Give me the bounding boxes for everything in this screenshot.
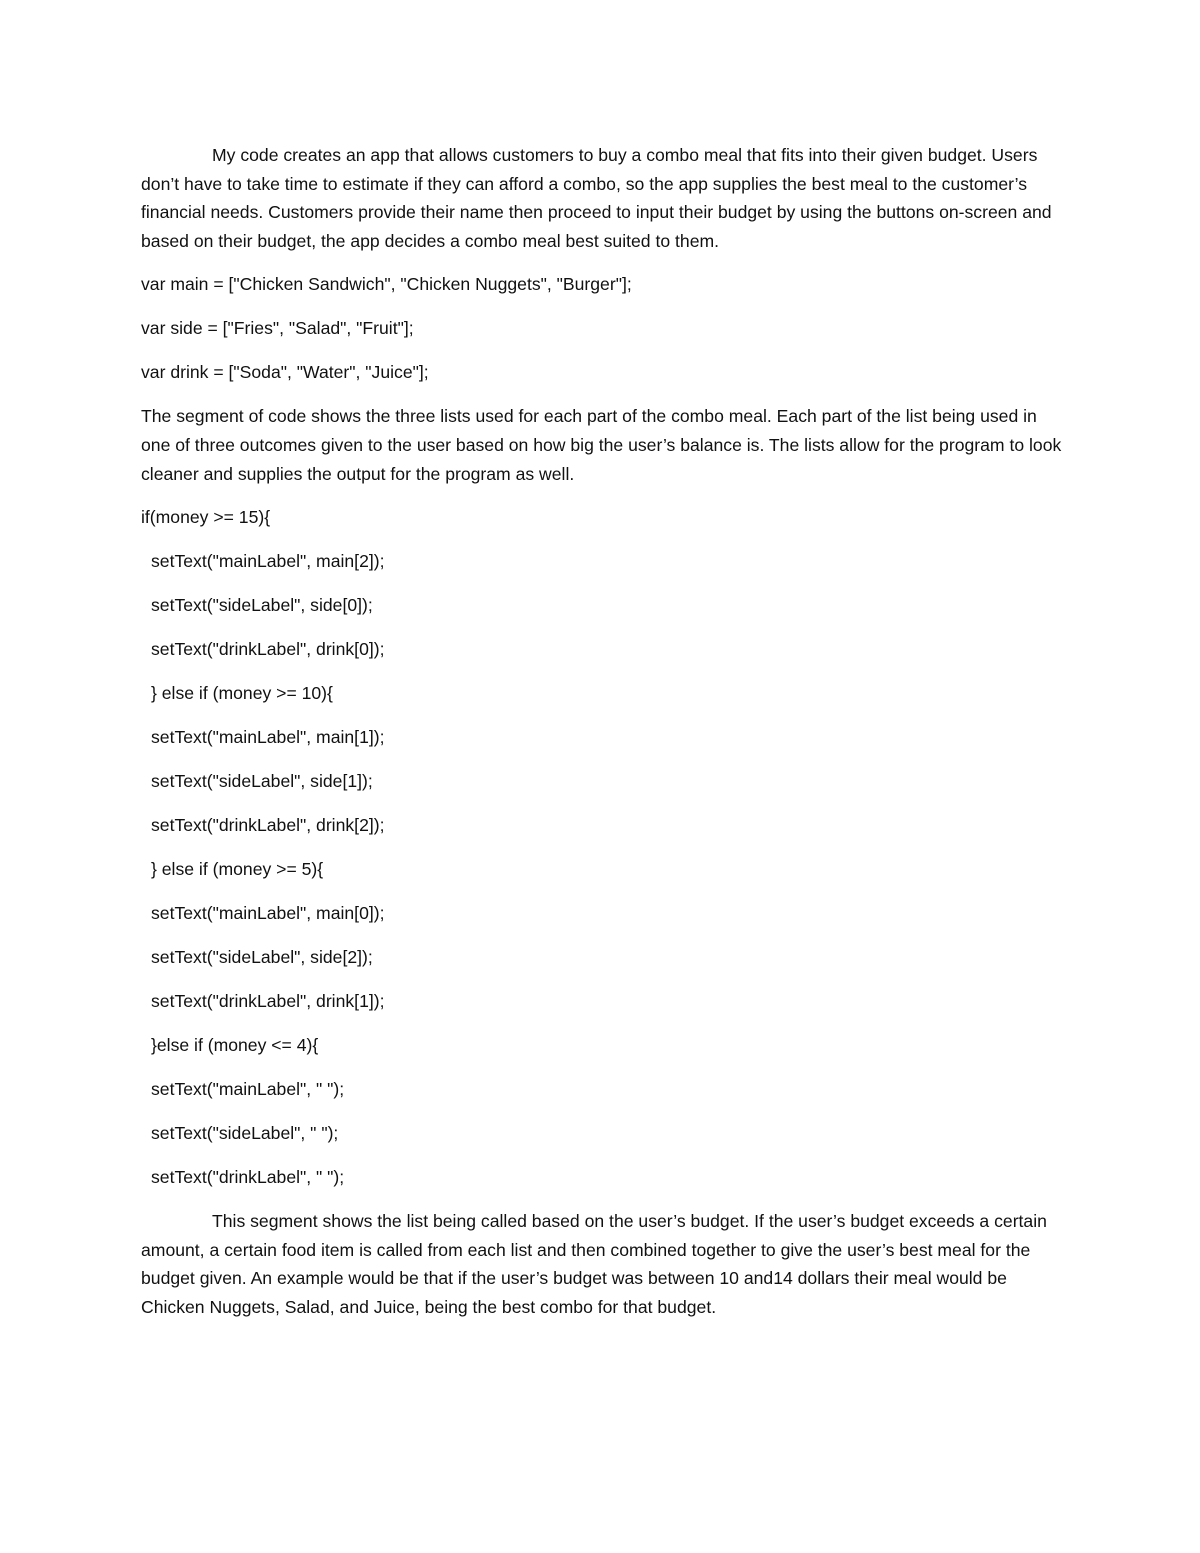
code-line-set-drink-2: setText("drinkLabel", drink[2]); xyxy=(151,815,385,836)
code-line-set-drink-0: setText("drinkLabel", drink[0]); xyxy=(151,639,385,660)
code-line-elseif-4: }else if (money <= 4){ xyxy=(151,1035,319,1056)
conditional-explanation-paragraph: This segment shows the list being called based on the user’s budget. If the user’s budget exceeds a certain amount, a certain food item is called from each list and then combined together to give the user’s best meal for the budget given. An example would be that if the user’s budget was between 10 and14 dollars their meal would be Chicken Nuggets, Salad, and Juice, being the best combo for that budget. xyxy=(141,1211,1047,1317)
code-line-clear-drink: setText("drinkLabel", " "); xyxy=(151,1167,345,1188)
code-line-main-list: var main = ["Chicken Sandwich", "Chicken Nuggets", "Burger"]; xyxy=(141,274,632,295)
code-line-clear-side: setText("sideLabel", " "); xyxy=(151,1123,339,1144)
code-line-set-main-1: setText("mainLabel", main[1]); xyxy=(151,727,385,748)
code-line-if-15: if(money >= 15){ xyxy=(141,507,271,528)
document-body xyxy=(141,141,1066,1322)
code-line-elseif-5: } else if (money >= 5){ xyxy=(151,859,324,880)
code-line-set-side-1: setText("sideLabel", side[1]); xyxy=(151,771,373,792)
code-line-set-main-0: setText("mainLabel", main[0]); xyxy=(151,903,385,924)
code-line-set-side-0: setText("sideLabel", side[0]); xyxy=(151,595,373,616)
code-line-clear-main: setText("mainLabel", " "); xyxy=(151,1079,345,1100)
code-line-side-list: var side = ["Fries", "Salad", "Fruit"]; xyxy=(141,318,414,339)
lists-explanation-paragraph: The segment of code shows the three lists used for each part of the combo meal. Each part of the list being used in one of three outcomes given to the user based on how big the user’s balance is. The lists allow for the program to look cleaner and supplies the output for the program as well. xyxy=(141,406,1062,484)
code-line-set-main-2: setText("mainLabel", main[2]); xyxy=(151,551,385,572)
code-line-set-side-2: setText("sideLabel", side[2]); xyxy=(151,947,373,968)
intro-paragraph: My code creates an app that allows customers to buy a combo meal that fits into their given budget. Users don’t have to take time to estimate if they can afford a combo, so the app supplies the best meal to the customer’s financial needs. Customers provide their name then proceed to input their budget by using the buttons on-screen and based on their budget, the app decides a combo meal best suited to them. xyxy=(141,145,1052,251)
code-line-elseif-10: } else if (money >= 10){ xyxy=(151,683,333,704)
code-line-drink-list: var drink = ["Soda", "Water", "Juice"]; xyxy=(141,362,429,383)
code-line-set-drink-1: setText("drinkLabel", drink[1]); xyxy=(151,991,385,1012)
